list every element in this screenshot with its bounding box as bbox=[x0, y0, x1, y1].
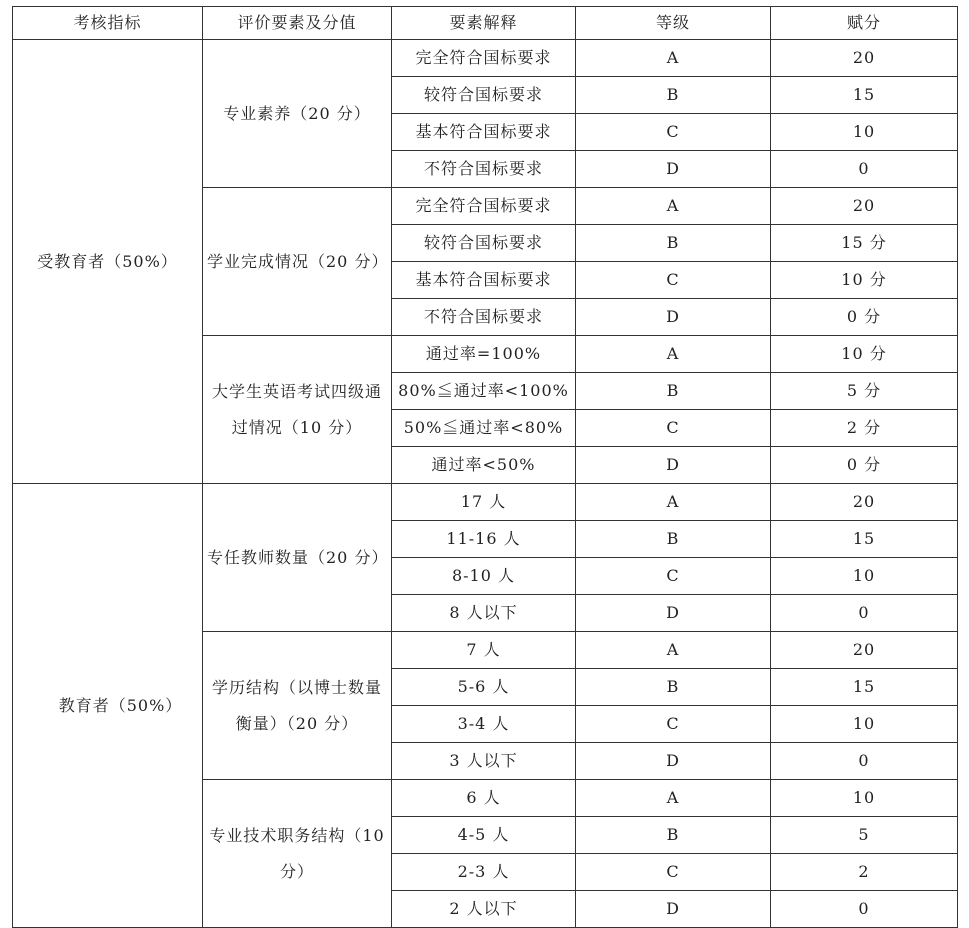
grade-cell: B bbox=[576, 373, 771, 410]
explanation-cell: 7 人 bbox=[392, 632, 576, 669]
score-cell: 10 bbox=[771, 114, 958, 151]
indicator-cell: 教育者（50%） bbox=[13, 484, 203, 928]
explanation-cell: 完全符合国标要求 bbox=[392, 188, 576, 225]
score-cell: 15 bbox=[771, 77, 958, 114]
score-cell: 0 分 bbox=[771, 447, 958, 484]
element-cell: 大学生英语考试四级通过情况（10 分） bbox=[203, 336, 392, 484]
score-cell: 15 分 bbox=[771, 225, 958, 262]
score-cell: 15 bbox=[771, 669, 958, 706]
grade-cell: C bbox=[576, 114, 771, 151]
explanation-cell: 4-5 人 bbox=[392, 817, 576, 854]
evaluation-table bbox=[12, 6, 958, 928]
header-score: 赋分 bbox=[771, 7, 958, 40]
grade-cell: B bbox=[576, 77, 771, 114]
grade-cell: A bbox=[576, 336, 771, 373]
explanation-cell: 通过率=100% bbox=[392, 336, 576, 373]
grade-cell: D bbox=[576, 151, 771, 188]
explanation-cell: 8 人以下 bbox=[392, 595, 576, 632]
score-cell: 10 bbox=[771, 706, 958, 743]
grade-cell: A bbox=[576, 40, 771, 77]
grade-cell: B bbox=[576, 669, 771, 706]
explanation-cell: 8-10 人 bbox=[392, 558, 576, 595]
grade-cell: C bbox=[576, 854, 771, 891]
score-cell: 10 分 bbox=[771, 262, 958, 299]
score-cell: 0 bbox=[771, 891, 958, 928]
header-explanation: 要素解释 bbox=[392, 7, 576, 40]
grade-cell: D bbox=[576, 743, 771, 780]
score-cell: 2 bbox=[771, 854, 958, 891]
score-cell: 20 bbox=[771, 632, 958, 669]
grade-cell: C bbox=[576, 262, 771, 299]
explanation-cell: 6 人 bbox=[392, 780, 576, 817]
element-cell: 学历结构（以博士数量衡量）（20 分） bbox=[203, 632, 392, 780]
explanation-cell: 17 人 bbox=[392, 484, 576, 521]
score-cell: 15 bbox=[771, 521, 958, 558]
score-cell: 0 bbox=[771, 595, 958, 632]
grade-cell: B bbox=[576, 817, 771, 854]
header-indicator: 考核指标 bbox=[13, 7, 203, 40]
element-cell: 专任教师数量（20 分） bbox=[203, 484, 392, 632]
indicator-cell: 受教育者（50%） bbox=[13, 40, 203, 484]
explanation-cell: 较符合国标要求 bbox=[392, 77, 576, 114]
explanation-cell: 5-6 人 bbox=[392, 669, 576, 706]
score-cell: 5 分 bbox=[771, 373, 958, 410]
explanation-cell: 较符合国标要求 bbox=[392, 225, 576, 262]
grade-cell: C bbox=[576, 410, 771, 447]
grade-cell: A bbox=[576, 780, 771, 817]
header-grade: 等级 bbox=[576, 7, 771, 40]
explanation-cell: 基本符合国标要求 bbox=[392, 262, 576, 299]
explanation-cell: 80%≦通过率<100% bbox=[392, 373, 576, 410]
table-body bbox=[13, 40, 958, 928]
explanation-cell: 3 人以下 bbox=[392, 743, 576, 780]
grade-cell: D bbox=[576, 891, 771, 928]
grade-cell: B bbox=[576, 521, 771, 558]
explanation-cell: 2 人以下 bbox=[392, 891, 576, 928]
score-cell: 2 分 bbox=[771, 410, 958, 447]
grade-cell: B bbox=[576, 225, 771, 262]
score-cell: 10 bbox=[771, 780, 958, 817]
element-cell: 学业完成情况（20 分） bbox=[203, 188, 392, 336]
table-header bbox=[13, 7, 958, 40]
score-cell: 0 分 bbox=[771, 299, 958, 336]
explanation-cell: 基本符合国标要求 bbox=[392, 114, 576, 151]
score-cell: 0 bbox=[771, 743, 958, 780]
grade-cell: D bbox=[576, 447, 771, 484]
header-element: 评价要素及分值 bbox=[203, 7, 392, 40]
table-row bbox=[13, 484, 958, 521]
grade-cell: C bbox=[576, 558, 771, 595]
grade-cell: A bbox=[576, 484, 771, 521]
score-cell: 20 bbox=[771, 188, 958, 225]
score-cell: 20 bbox=[771, 484, 958, 521]
element-cell: 专业技术职务结构（10 分） bbox=[203, 780, 392, 928]
explanation-cell: 不符合国标要求 bbox=[392, 299, 576, 336]
explanation-cell: 通过率<50% bbox=[392, 447, 576, 484]
grade-cell: D bbox=[576, 595, 771, 632]
score-cell: 0 bbox=[771, 151, 958, 188]
explanation-cell: 3-4 人 bbox=[392, 706, 576, 743]
score-cell: 10 bbox=[771, 558, 958, 595]
explanation-cell: 不符合国标要求 bbox=[392, 151, 576, 188]
grade-cell: A bbox=[576, 632, 771, 669]
element-cell: 专业素养（20 分） bbox=[203, 40, 392, 188]
score-cell: 20 bbox=[771, 40, 958, 77]
explanation-cell: 2-3 人 bbox=[392, 854, 576, 891]
table-row bbox=[13, 40, 958, 77]
grade-cell: D bbox=[576, 299, 771, 336]
score-cell: 10 分 bbox=[771, 336, 958, 373]
explanation-cell: 完全符合国标要求 bbox=[392, 40, 576, 77]
grade-cell: C bbox=[576, 706, 771, 743]
grade-cell: A bbox=[576, 188, 771, 225]
explanation-cell: 50%≦通过率<80% bbox=[392, 410, 576, 447]
explanation-cell: 11-16 人 bbox=[392, 521, 576, 558]
header-row bbox=[13, 7, 958, 40]
score-cell: 5 bbox=[771, 817, 958, 854]
